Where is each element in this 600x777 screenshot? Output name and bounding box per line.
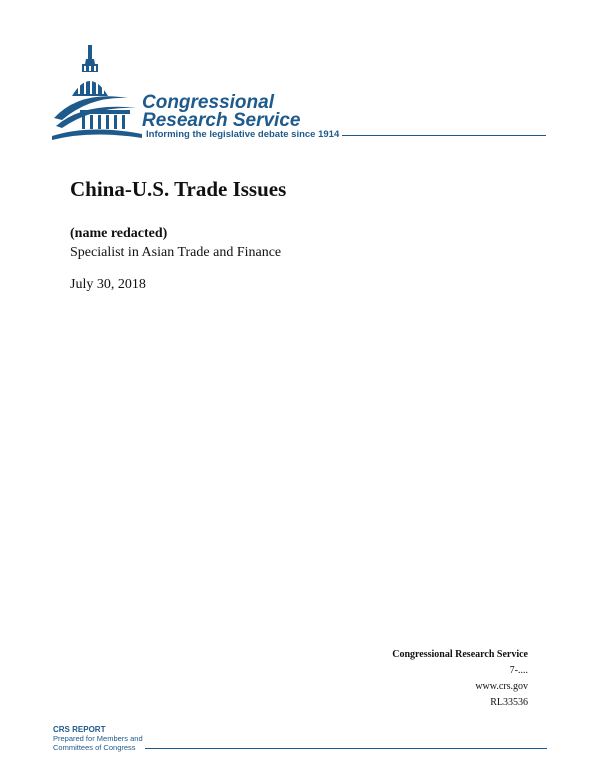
crs-report-label: CRS REPORT: [53, 725, 106, 734]
report-title: China-U.S. Trade Issues: [70, 177, 287, 201]
crs-logo: [50, 40, 550, 150]
footer-website[interactable]: www.crs.gov: [475, 681, 528, 692]
bottom-divider: [145, 748, 547, 749]
contact-block: [392, 647, 528, 711]
author-name: (name redacted): [70, 226, 168, 241]
footer-phone: 7-....: [509, 665, 528, 676]
footer-organization: Congressional Research Service: [392, 649, 528, 660]
capitol-dome-icon: [50, 40, 145, 145]
report-date: July 30, 2018: [70, 277, 146, 292]
footer-report-number: RL33536: [490, 697, 528, 708]
logo-name-line1: Congressional: [142, 92, 274, 113]
logo-tagline: Informing the legislative debate since 1914: [146, 129, 340, 140]
crs-report-label-block: [53, 725, 143, 752]
crs-report-line1: Prepared for Members and: [53, 734, 143, 743]
logo-divider: [342, 135, 546, 136]
crs-report-line2: Committees of Congress: [53, 743, 136, 752]
author-role: Specialist in Asian Trade and Finance: [70, 245, 282, 260]
logo-name-line2: Research Service: [142, 110, 301, 131]
logo-wordmark: [142, 94, 300, 130]
